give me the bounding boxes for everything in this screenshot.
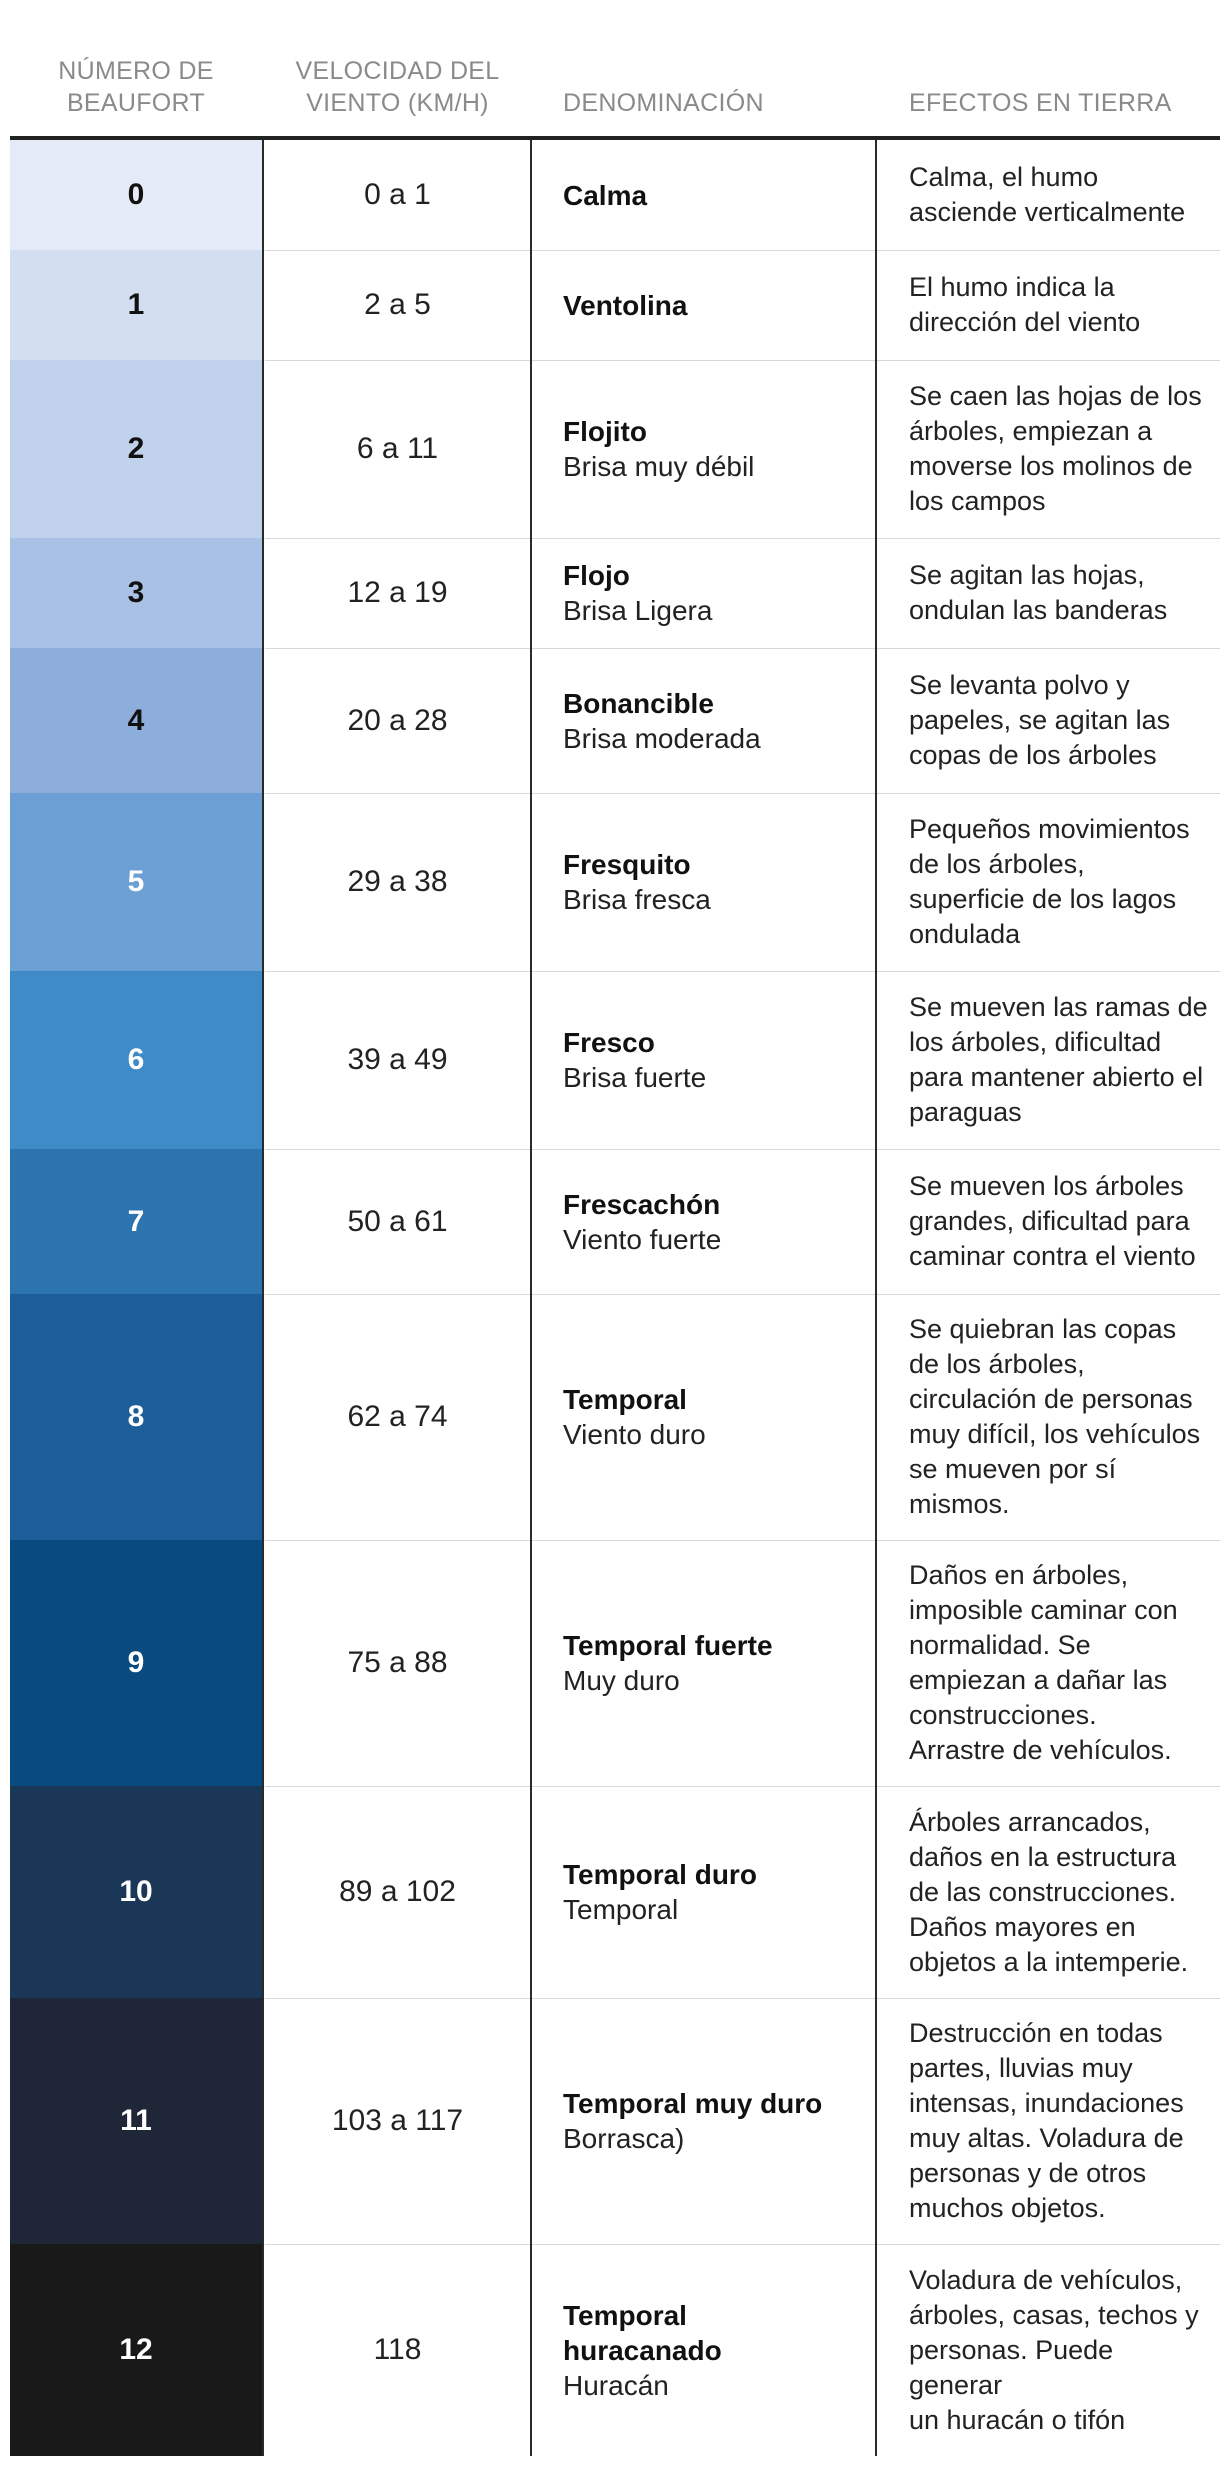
row-divider — [265, 250, 1220, 251]
denomination-name: Flojo — [563, 560, 630, 591]
land-effects-cell: Se caen las hojas de los árboles, empiezan a moverse los molinos de los campos — [909, 381, 1202, 516]
table-header — [0, 0, 1220, 140]
beaufort-number-cell: 5 — [10, 793, 262, 971]
denomination-subtitle: Brisa fuerte — [563, 1062, 707, 1093]
table-row — [0, 538, 1220, 648]
land-effects-cell: Voladura de vehículos, árboles, casas, techos y personas. Puede generar un huracán o tifón — [909, 2264, 1199, 2435]
denomination-subtitle: Viento duro — [563, 1419, 706, 1450]
denomination-subtitle: Brisa moderada — [563, 722, 761, 754]
denomination-cell — [563, 1149, 873, 1294]
denomination-cell — [563, 971, 873, 1149]
denomination-cell — [563, 2244, 873, 2456]
row-divider — [265, 1294, 1220, 1295]
denomination-subtitle: Temporal — [563, 1894, 679, 1925]
denomination-cell — [563, 140, 873, 250]
header-beaufort: NÚMERO DE BEAUFORT — [58, 57, 214, 117]
wind-speed-cell: 89 a 102 — [339, 1875, 456, 1908]
header-effects: EFECTOS EN TIERRA — [909, 89, 1172, 117]
denomination-name: Calma — [563, 179, 648, 211]
wind-speed-cell: 29 a 38 — [347, 865, 448, 898]
land-effects-cell: Se quiebran las copas de los árboles, circulación de personas muy difícil, los vehículos se mueven por sí mismos. — [909, 1314, 1201, 1519]
table-row — [0, 1786, 1220, 1998]
header-speed: VELOCIDAD DEL VIENTO (KM/H) — [295, 57, 500, 117]
wind-speed-cell: 103 a 117 — [331, 2104, 464, 2137]
land-effects-cell: Destrucción en todas partes, lluvias muy intensas, inundaciones muy altas. Voladura de personas y de otros muchos objetos. — [909, 2018, 1184, 2223]
row-divider — [265, 1540, 1220, 1541]
table-row — [0, 1149, 1220, 1294]
wind-speed-cell: 0 a 1 — [364, 178, 431, 211]
denomination-name: Flojito — [563, 416, 647, 447]
row-divider — [265, 648, 1220, 649]
denomination-subtitle: Huracán — [563, 2369, 669, 2401]
denomination-name: Ventolina — [563, 289, 688, 321]
denomination-name: Temporal muy duro — [563, 2088, 823, 2119]
denomination-subtitle: Brisa fresca — [563, 884, 711, 915]
land-effects-cell: Calma, el humo asciende verticalmente — [909, 162, 1186, 227]
wind-speed-cell: 50 a 61 — [347, 1204, 448, 1238]
beaufort-number-cell: 2 — [10, 360, 262, 538]
denomination-subtitle: Muy duro — [563, 1665, 680, 1696]
beaufort-number-cell: 6 — [10, 971, 262, 1149]
land-effects-cell: Daños en árboles, imposible caminar con normalidad. Se empiezan a dañar las construcciones. Arrastre de vehículos. — [909, 1560, 1178, 1765]
row-divider — [265, 1998, 1220, 1999]
table-row — [0, 793, 1220, 971]
wind-speed-cell: 12 a 19 — [347, 576, 448, 609]
wind-speed-cell: 75 a 88 — [347, 1646, 448, 1679]
wind-speed-cell: 6 a 11 — [356, 432, 439, 465]
table-row — [0, 360, 1220, 538]
denomination-cell — [563, 793, 873, 971]
column-divider — [262, 140, 264, 2456]
beaufort-number-cell: 1 — [10, 250, 262, 360]
row-divider — [265, 1149, 1220, 1150]
denomination-subtitle: Brisa Ligera — [563, 595, 713, 626]
denomination-name: Frescachón — [563, 1188, 721, 1220]
table-row — [0, 648, 1220, 793]
denomination-cell — [563, 250, 873, 360]
row-divider — [265, 793, 1220, 794]
denomination-name: Bonancible — [563, 687, 714, 719]
table-row — [0, 1540, 1220, 1786]
row-divider — [265, 971, 1220, 972]
denomination-cell — [563, 1998, 873, 2244]
denomination-subtitle: Brisa muy débil — [563, 451, 755, 482]
denomination-name: Temporal fuerte — [563, 1630, 773, 1661]
denomination-cell — [563, 648, 873, 793]
denomination-name: Fresquito — [563, 849, 691, 880]
wind-speed-cell: 20 a 28 — [347, 703, 448, 737]
beaufort-number-cell: 10 — [10, 1786, 262, 1998]
denomination-cell — [563, 1540, 873, 1786]
denomination-subtitle: Viento fuerte — [563, 1223, 722, 1255]
denomination-name: Fresco — [563, 1027, 655, 1058]
wind-speed-cell: 2 a 5 — [364, 288, 431, 321]
column-divider — [875, 140, 877, 2456]
row-divider — [265, 1786, 1220, 1787]
denomination-cell — [563, 1786, 873, 1998]
beaufort-number-cell: 7 — [10, 1149, 262, 1294]
beaufort-number-cell: 8 — [10, 1294, 262, 1540]
row-divider — [265, 360, 1220, 361]
land-effects-cell: Árboles arrancados, daños en la estructura de las construcciones. Daños mayores en objetos a la intemperie. — [909, 1806, 1189, 1977]
denomination-name: Temporal duro — [563, 1859, 757, 1890]
land-effects-cell: El humo indica la dirección del viento — [909, 272, 1141, 337]
land-effects-cell: Se mueven las ramas de los árboles, dificultad para mantener abierto el paraguas — [909, 992, 1208, 1127]
denomination-subtitle: Borrasca) — [563, 2123, 685, 2154]
beaufort-number-cell: 11 — [10, 1998, 262, 2244]
table-row — [0, 140, 1220, 250]
column-divider — [530, 140, 532, 2456]
land-effects-cell: Se levanta polvo y papeles, se agitan las copas de los árboles — [909, 670, 1171, 770]
denomination-cell — [563, 360, 873, 538]
beaufort-number-cell: 12 — [10, 2244, 262, 2456]
table-row — [0, 250, 1220, 360]
land-effects-cell: Se mueven los árboles grandes, dificultad para caminar contra el viento — [909, 1171, 1196, 1271]
beaufort-number-cell: 4 — [10, 648, 262, 793]
land-effects-cell: Pequeños movimientos de los árboles, superficie de los lagos ondulada — [909, 814, 1190, 949]
table-row — [0, 2244, 1220, 2456]
table-row — [0, 1998, 1220, 2244]
denomination-cell — [563, 1294, 873, 1540]
wind-speed-cell: 62 a 74 — [347, 1400, 448, 1433]
land-effects-cell: Se agitan las hojas, ondulan las banderas — [909, 560, 1168, 625]
beaufort-number-cell: 3 — [10, 538, 262, 648]
denomination-cell — [563, 538, 873, 648]
wind-speed-cell: 39 a 49 — [347, 1043, 448, 1076]
row-divider — [265, 2244, 1220, 2245]
beaufort-number-cell: 0 — [10, 140, 262, 250]
denomination-name: Temporal huracanado — [563, 2299, 722, 2366]
header-name: DENOMINACIÓN — [563, 89, 764, 117]
table-row — [0, 971, 1220, 1149]
beaufort-number-cell: 9 — [10, 1540, 262, 1786]
table-row — [0, 1294, 1220, 1540]
row-divider — [265, 538, 1220, 539]
wind-speed-cell: 118 — [373, 2333, 422, 2366]
denomination-name: Temporal — [563, 1384, 687, 1415]
